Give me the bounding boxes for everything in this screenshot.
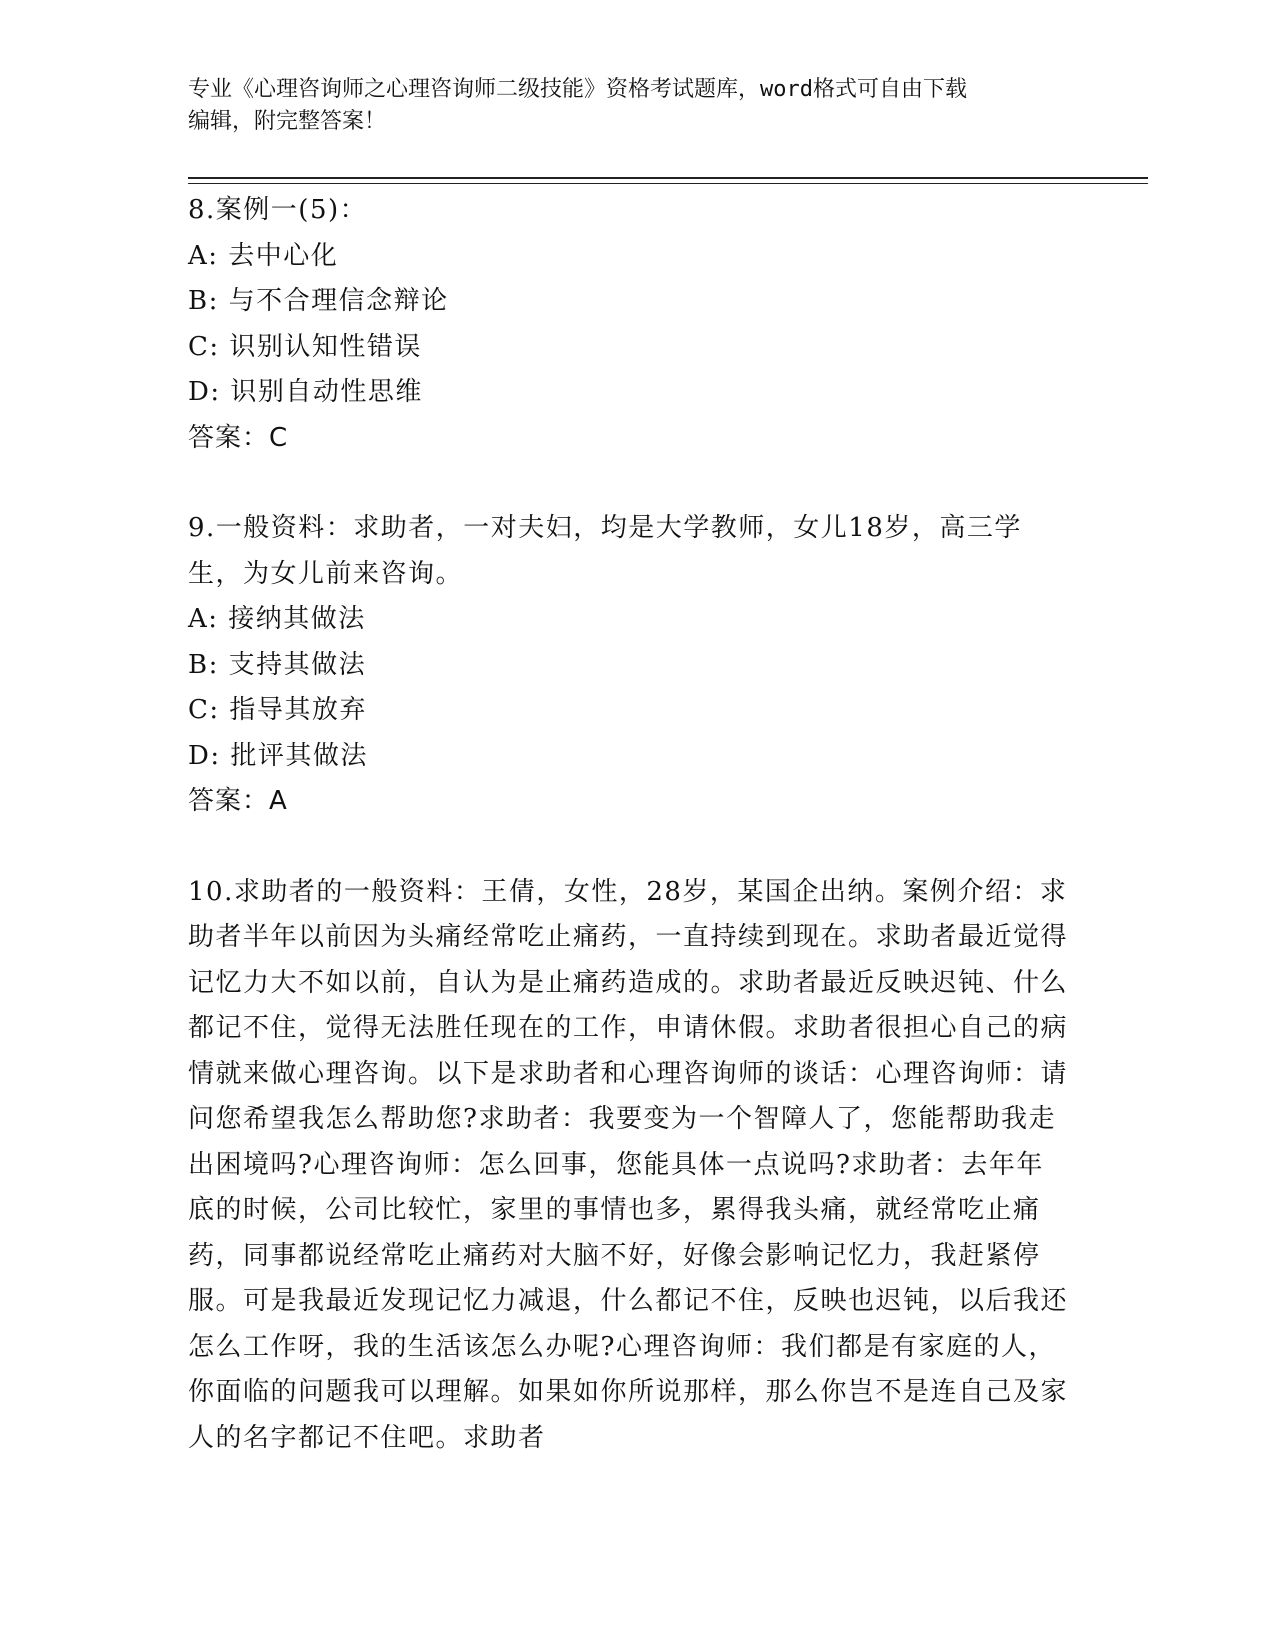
header-line-2: 编辑，附完整答案！ xyxy=(188,109,387,134)
answer-label: 答案：C xyxy=(188,422,289,453)
answer-label: 答案：A xyxy=(188,786,288,816)
question-10 xyxy=(188,870,1068,1462)
header-divider-thick xyxy=(188,177,1148,179)
header-line-1: 专业《心理咨询师之心理咨询师二级技能》资格考试题库，word格式可自由下载 xyxy=(188,77,967,102)
document-body xyxy=(188,188,1068,1461)
option-b: B: 与不合理信念辩论 xyxy=(188,286,449,316)
option-a: A: 去中心化 xyxy=(188,240,339,271)
option-d: D: 识别自动性思维 xyxy=(188,377,423,407)
document-header xyxy=(188,74,1068,138)
option-c: C: 识别认知性错误 xyxy=(188,331,422,362)
question-9 xyxy=(188,506,1068,825)
question-8 xyxy=(188,188,1068,461)
option-d: D: 批评其做法 xyxy=(188,740,368,771)
option-a: A: 接纳其做法 xyxy=(188,604,366,634)
question-stem: 8.案例一(5)： xyxy=(188,195,368,225)
option-b: B: 支持其做法 xyxy=(188,649,367,680)
question-stem: 9.一般资料：求助者，一对夫妇，均是大学教师，女儿18岁，高三学生，为女儿前来咨询。 xyxy=(188,513,1022,589)
header-divider-thin xyxy=(188,183,1148,184)
option-c: C: 指导其放弃 xyxy=(188,695,367,725)
question-stem: 10.求助者的一般资料：王倩，女性，28岁，某国企出纳。案例介绍：求助者半年以前因为头痛经常吃止痛药，一直持续到现在。求助者最近觉得记忆力大不如以前，自认为是止痛药造成的。求助者最近反映迟钝、什么都记不住，觉得无法胜任现在的工作，申请休假。求助者很担心自己的病情就来做心理咨询。以下是求助者和心理咨询师的谈话：心理咨询师：请问您希望我怎么帮助您?求助者：我要变为一个智障人了，您能帮助我走出困境吗?心理咨询师：怎么回事，您能具体一点说吗?求助者：去年年底的时候，公司比较忙，家里的事情也多，累得我头痛，就经常吃止痛药，同事都说经常吃止痛药对大脑不好，好像会影响记忆力，我赶紧停服。可是我最近发现记忆力减退，什么都记不住，反映也迟钝，以后我还怎么工作呀，我的生活该怎么办呢?心理咨询师：我们都是有家庭的人，你面临的问题我可以理解。如果如你所说那样，那么你岂不是连自己及家人的名字都记不住吧。求助者 xyxy=(188,876,1069,1453)
